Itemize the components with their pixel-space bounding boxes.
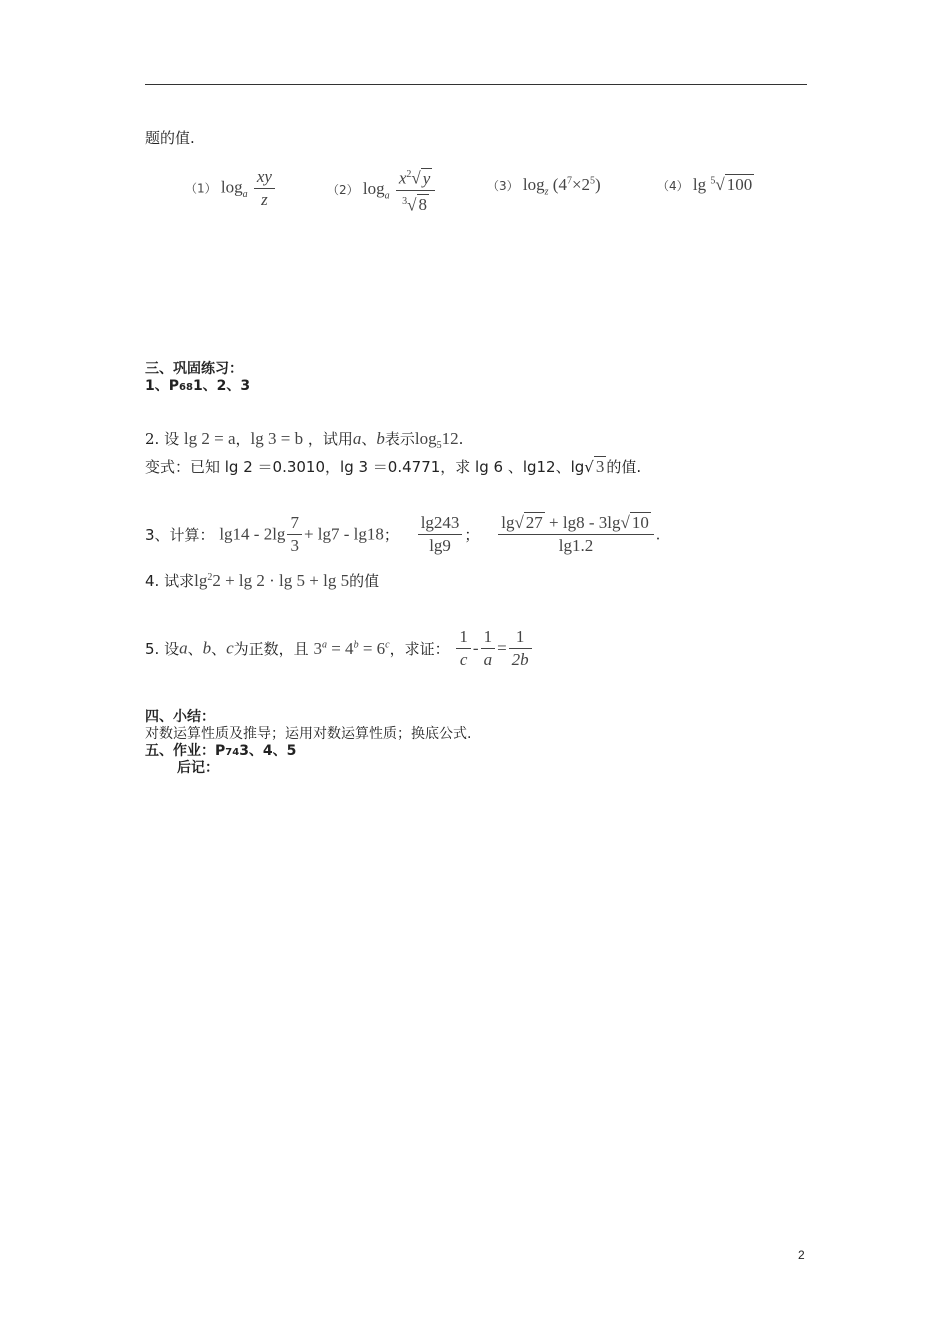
q5-frac-3-den: 2b [511,650,529,669]
q3-expr-1a: lg14 - 2lg [219,524,286,544]
q2-variant: 变式：已知 lg 2 ＝0.3010，lg 3 ＝0.4771，求 lg 6 、lg12、lg√ 3 的值. [145,457,642,476]
q3-fraction-7-3 [287,512,302,557]
problem-3-times: ×2 [571,175,591,194]
problem-1-label: （1） [185,181,217,196]
section-5-rest: 3、4、5 [239,743,297,759]
q4-exp: 2 [207,572,213,583]
q4-lg: lg [194,571,208,590]
q2-arg: 12 [441,429,459,448]
houji-label: 后记： [177,760,219,776]
q5-frac-1 [456,626,471,671]
q3-expr-3 [498,512,654,557]
problem-2-x: x [398,168,407,188]
section-4-title: 四、小结： [145,709,215,725]
section-5-title [145,740,296,760]
problem-3-log: log [522,175,545,194]
q2-text-1: 设 [164,430,180,448]
problem-1-denominator: z [261,190,268,209]
problem-4-lg: lg [692,175,707,194]
problem-2-numerator: $x^2√$ y [396,164,435,191]
q2-math-1: lg 2 = a [183,429,236,448]
problem-2-root-index: 3 [402,195,408,207]
q3-frac-num: 7 [287,512,302,535]
problem-1 [185,166,277,211]
q5-frac-2 [481,626,496,671]
q3-semicolon-2: ； [464,526,480,544]
q3-expr-1b: + lg7 - lg18 [303,524,384,544]
q3-expr-2-den: lg9 [429,536,451,555]
q2-sep: ， [235,430,251,448]
q4-tail: 的值 [349,572,380,590]
q2-base: 5 [436,440,442,451]
problem-3 [487,175,601,197]
q3-frac-den: 3 [290,536,299,555]
problem-2-log: log [362,179,385,199]
question-2 [145,428,463,451]
problem-4-label: （4） [657,179,689,193]
q5-base-3: 3 [313,638,322,658]
problem-2 [327,164,437,216]
q5-var-b: b [202,638,212,658]
q3-end: . [655,524,661,544]
q3-expr-2-num: lg243 [418,512,463,535]
q5-text-2: ，求证： [389,640,450,658]
page-number: 2 [798,1248,805,1262]
q2-text-3: 表示 [384,430,415,448]
section-5-page: 74 [225,747,240,758]
q5-var-c: c [226,638,234,658]
problem-4-radicand: 100 [726,175,753,194]
q2-text-2: ，试用 [307,430,353,448]
q5-label: 5. 设 [145,640,180,658]
section-5-prefix: 五、作业：P [145,743,226,759]
q3-e3-lg: lg [501,513,515,532]
q3-e3-rad2: 10 [631,513,649,532]
problem-3-close: ) [595,175,601,194]
problem-2-fraction [396,164,435,216]
problem-3-base: z [544,186,549,198]
problem-2-radicand: y [422,168,431,188]
q2-end: . [458,430,464,448]
q5-frac-3-num: 1 [509,626,532,649]
question-5 [145,626,534,671]
header-rule [145,84,807,85]
q5-frac-1-num: 1 [456,626,471,649]
problem-4: （4） lg $^5$√ 100 [657,175,753,194]
q5-frac-1-den: c [459,650,468,669]
q2-number: 2. [145,430,160,448]
q2-var-a: a [352,429,362,448]
q2-log: log [414,429,437,448]
problem-2-denominator: $^3$√ 8 [402,195,428,215]
problem-1-numerator: xy [254,166,275,189]
q3-expr-3-den: lg1.2 [558,536,594,555]
problem-3-exp2: 5 [590,175,596,187]
item-1-page: 68 [179,382,193,393]
item-1-prefix: 1、P [145,378,180,394]
q3-semicolon: ； [383,526,399,544]
intro-text: 题的值. [145,129,195,147]
q4-expr: 2 + lg 2 · lg 5 + lg 5 [212,571,350,590]
problem-4-root-index: 5 [710,175,716,187]
problem-3-label: （3） [487,179,519,193]
problem-3-exp1: 7 [566,175,572,187]
q5-frac-2-den: a [483,650,493,669]
q3-label: 3、计算： [145,526,215,544]
problem-2-exp: 2 [406,169,412,180]
q5-exp-b: b [353,638,359,650]
q3-expr-3-num: lg√ 27 + lg8 - 3lg√ 10 [498,512,654,535]
q3-e3-rad1: 27 [525,513,543,532]
problem-3-open: (4 [552,175,567,194]
q5-text-1: 为正数，且 [233,640,309,658]
question-4 [145,570,379,591]
q2-variant-text: 变式：已知 lg 2 ＝0.3010，lg 3 ＝0.4771，求 lg 6 、lg12、lg [145,458,585,476]
q5-eq-4: = 4 [326,638,354,658]
problem-1-log: log [220,177,243,197]
q2-variant-end: 的值. [606,458,642,476]
problem-1-fraction [254,166,275,211]
q3-e3-mid: + lg8 - 3lg [549,513,621,532]
q3-expr-2 [418,512,463,557]
problem-2-label: （2） [327,183,359,198]
q5-equation [313,639,389,658]
q5-sep-1: 、 [187,640,203,658]
q5-var-a: a [179,638,188,658]
q2-dot: 、 [361,430,377,448]
item-1-rest: 1、2、3 [192,378,251,394]
q2-math-2: lg 3 = b [250,429,304,448]
q5-minus: - [472,638,479,658]
section-3-item-1 [145,375,250,395]
q5-exp-c: c [385,638,390,650]
q5-frac-3 [509,626,532,671]
q2-var-b: b [376,429,385,448]
problem-2-base: a [384,190,390,202]
question-3 [145,512,660,557]
q5-equals: = [497,638,507,658]
q5-eq-6: = 6 [358,638,386,658]
section-3-title: 三、巩固练习： [145,361,243,377]
q4-label: 4. 试求 [145,572,195,590]
q5-sep-2: 、 [211,640,227,658]
q2-variant-radicand: 3 [595,457,605,476]
section-4-content: 对数运算性质及推导；运用对数运算性质；换底公式. [145,726,472,742]
q5-exp-a: a [321,638,327,650]
q5-frac-2-num: 1 [481,626,496,649]
problem-1-base: a [242,188,248,200]
problem-2-den-radicand: 8 [418,195,428,215]
